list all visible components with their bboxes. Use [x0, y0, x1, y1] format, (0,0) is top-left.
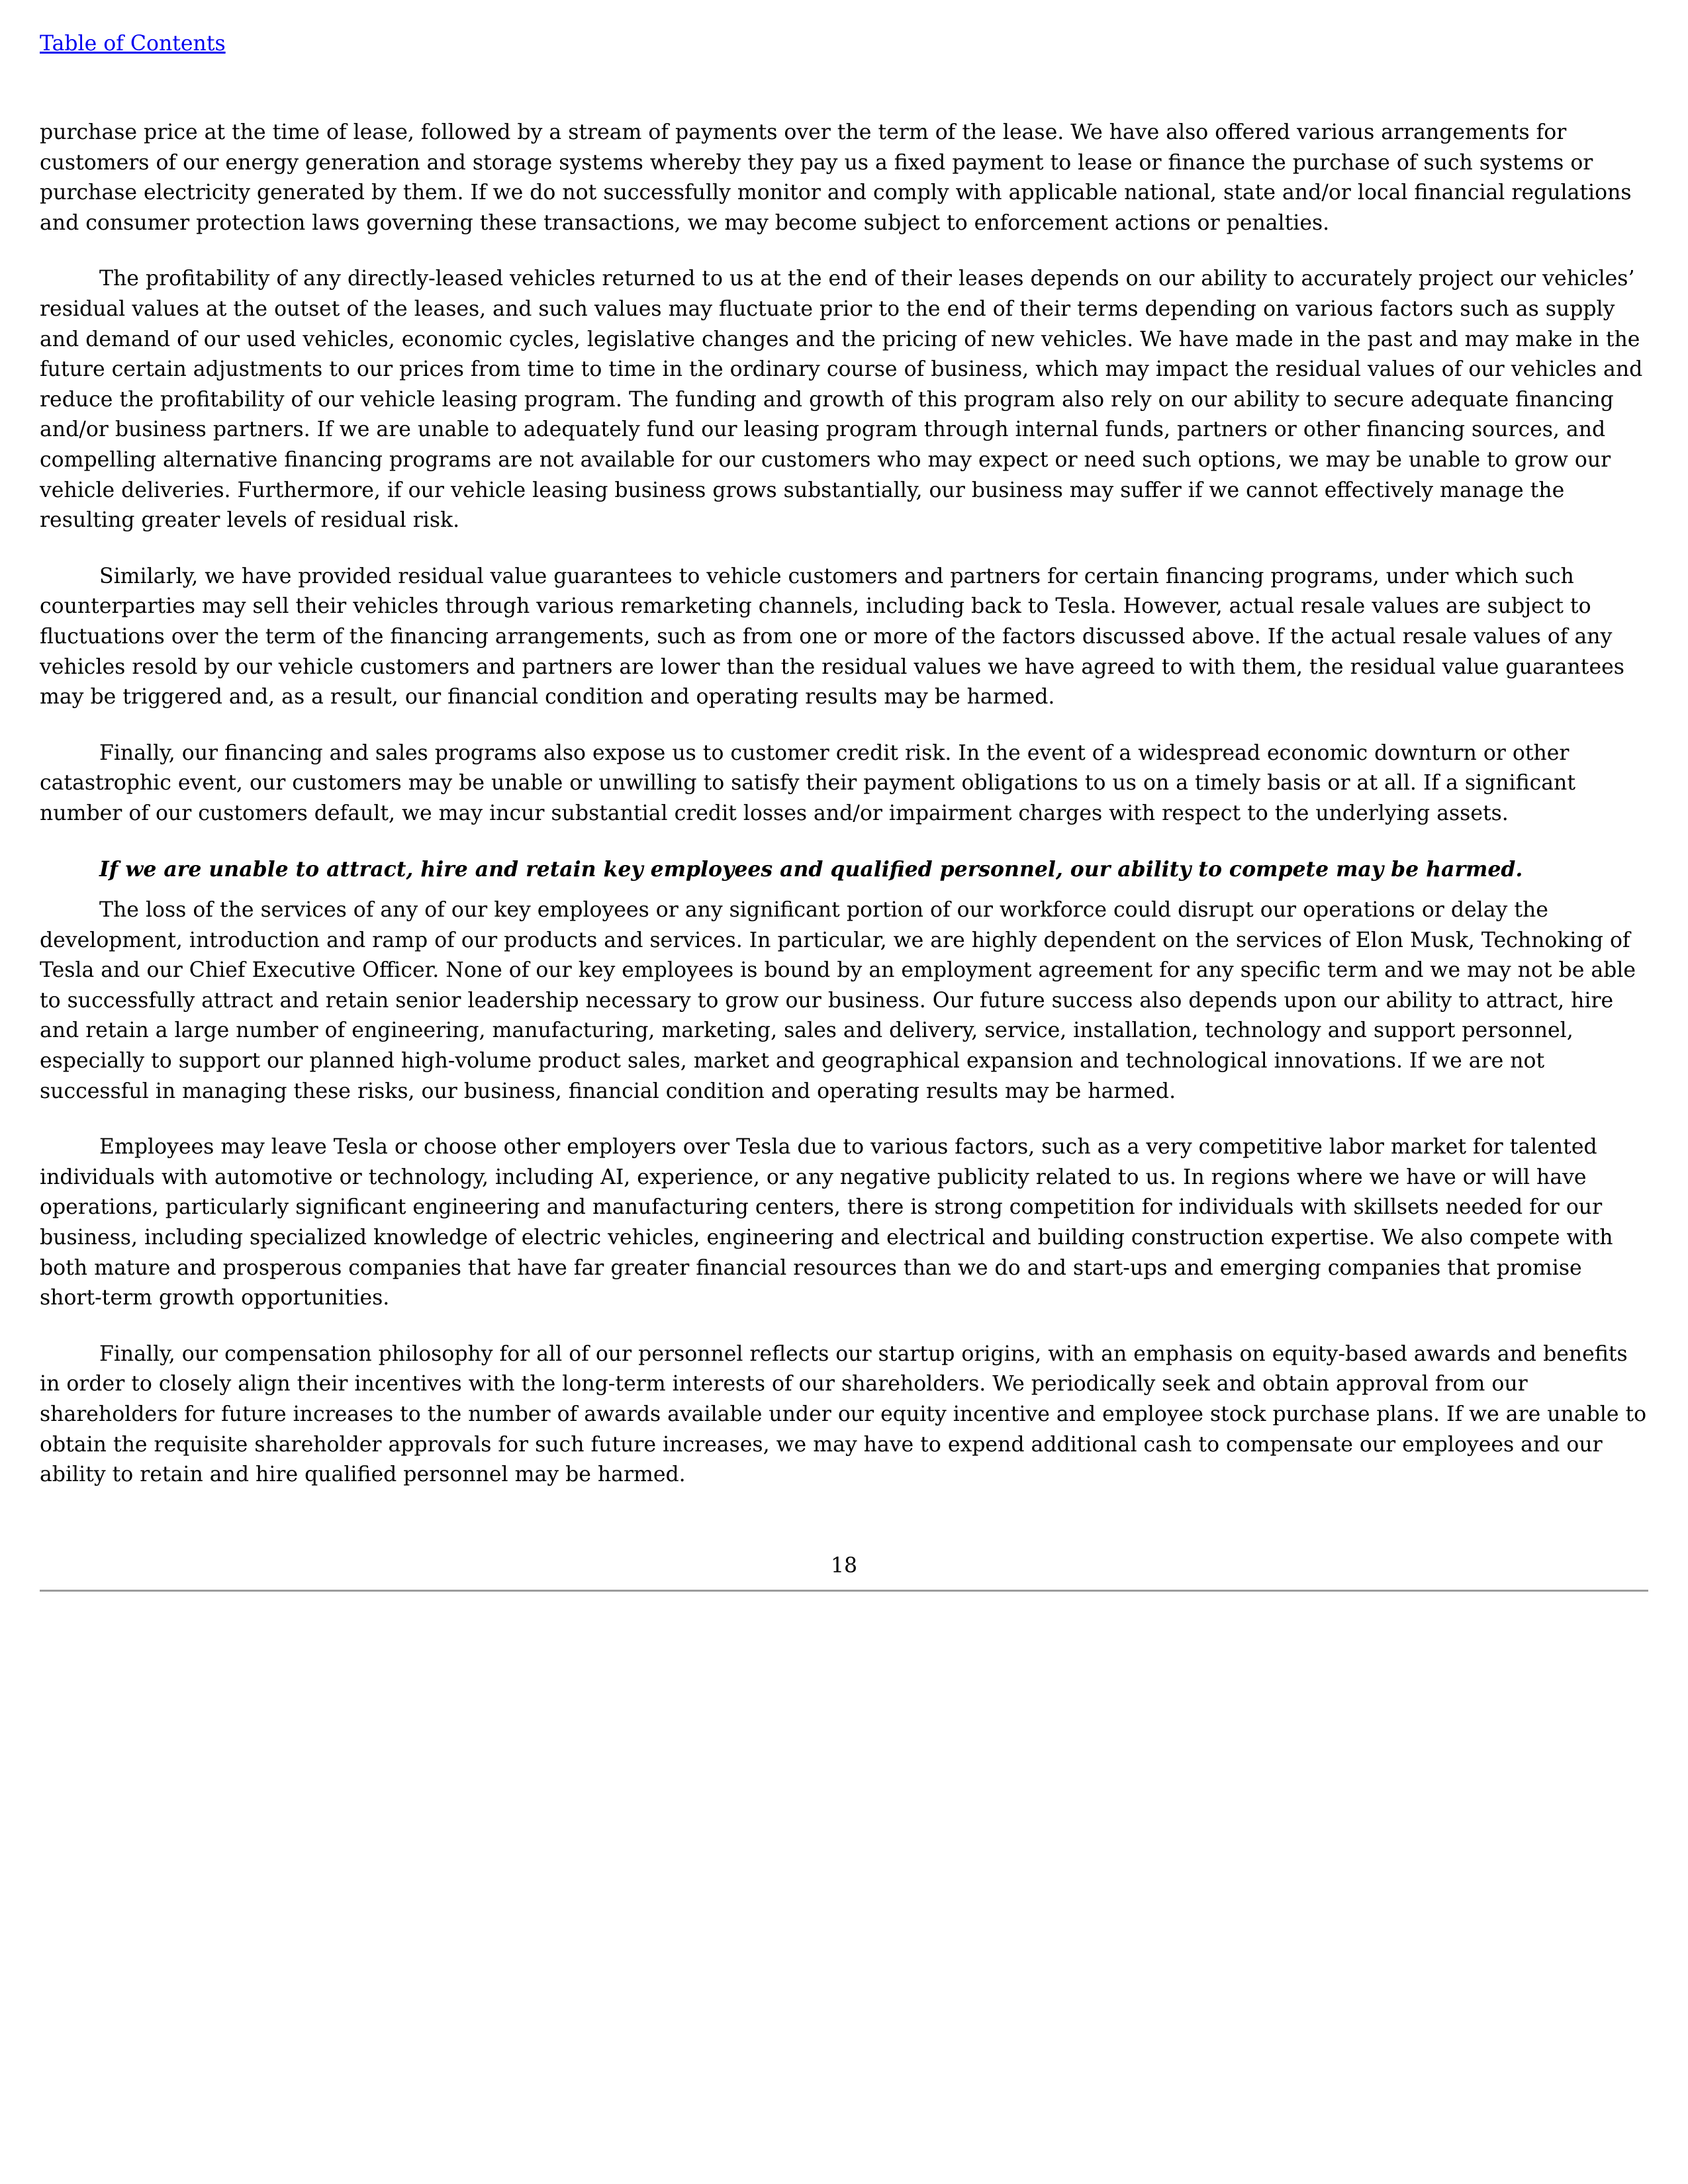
page-number: 18	[830, 1554, 858, 1578]
footer-divider	[40, 1590, 1648, 1592]
paragraph-key-employees: The loss of the services of any of our key employees or any significant portion of our workforce could disrupt our operations or delay the development, introduction and ramp of our products and services. In particular, we are highly dependent on the services of Elon Musk, Technoking of Tesla and our Chief Executive Officer. None of our key employees is bound by an employment agreement for any specific term and we may not be able to successfully attract and retain senior leadership necessary to grow our business. Our future success also depends upon our ability to attract, hire and retain a large number of engineering, manufacturing, marketing, sales and delivery, service, installation, technology and support personnel, especially to support our planned high-volume product sales, market and geographical expansion and technological innovations. If we are not successful in managing these risks, our business, financial condition and operating results may be harmed.	[40, 898, 1636, 1103]
paragraph-employee-competition: Employees may leave Tesla or choose other employers over Tesla due to various factors, such as a very competitive labor market for talented individuals with automotive or technology, including AI, experience, or any negative publicity related to us. In regions where we have or will have operations, particularly significant engineering and manufacturing centers, there is strong competition for individuals with skillsets needed for our business, including specialized knowledge of electric vehicles, engineering and electrical and building construction expertise. We also compete with both mature and prosperous companies that have far greater financial resources than we do and start-ups and emerging companies that promise short-term growth opportunities.	[40, 1135, 1613, 1310]
paragraph-compensation: Finally, our compensation philosophy for all of our personnel reflects our startup origins, with an emphasis on equity-based awards and benefits in order to closely align their incentives with the long-term interests of our shareholders. We periodically seek and obtain approval from our shareholders for future increases to the number of awards available under our equity incentive and employee stock purchase plans. If we are unable to obtain the requisite shareholder approvals for such future increases, we may have to expend additional cash to compensate our employees and our ability to retain and hire qualified personnel may be harmed.	[40, 1342, 1647, 1487]
table-of-contents-link[interactable]: Table of Contents	[40, 32, 226, 56]
paragraph-credit-risk: Finally, our financing and sales programs also expose us to customer credit risk. In the event of a widespread economic downturn or other catastrophic event, our customers may be unable or unwilling to satisfy their payment obligations to us on a timely basis or at all. If a significant number of our customers default, we may incur substantial credit losses and/or impairment charges with respect to the underlying assets.	[40, 741, 1576, 825]
paragraph-residual-guarantees: Similarly, we have provided residual value guarantees to vehicle customers and partners for certain financing programs, under which such counterparties may sell their vehicles through various remarketing channels, including back to Tesla. However, actual resale values are subject to fluctuations over the term of the financing arrangements, such as from one or more of the factors discussed above. If the actual resale values of any vehicles resold by our vehicle customers and partners are lower than the residual values we have agreed to with them, the residual value guarantees may be triggered and, as a result, our financial condition and operating results may be harmed.	[40, 564, 1624, 709]
paragraph-residual-values: The profitability of any directly-leased vehicles returned to us at the end of their leases depends on our ability to accurately project our vehicles’ residual values at the outset of the leases, and such values may fluctuate prior to the end of their terms depending on various factors such as supply and demand of our used vehicles, economic cycles, legislative changes and the pricing of new vehicles. We have made in the past and may make in the future certain adjustments to our prices from time to time in the ordinary course of business, which may impact the residual values of our vehicles and reduce the profitability of our vehicle leasing program. The funding and growth of this program also rely on our ability to secure adequate financing and/or business partners. If we are unable to adequately fund our leasing program through internal funds, partners or other financing sources, and compelling alternative financing programs are not available for our customers who may expect or need such options, we may be unable to grow our vehicle deliveries. Furthermore, if our vehicle leasing business grows substantially, our business may suffer if we cannot effectively manage the resulting greater levels of residual risk.	[40, 267, 1643, 533]
document-body	[40, 118, 1648, 1516]
paragraph-lease-arrangements: purchase price at the time of lease, followed by a stream of payments over the term of the lease. We have also offered various arrangements for customers of our energy generation and storage systems whereby they pay us a fixed payment to lease or finance the purchase of such systems or purchase electricity generated by them. If we do not successfully monitor and comply with applicable national, state and/or local financial regulations and consumer protection laws governing these transactions, we may become subject to enforcement actions or penalties.	[40, 120, 1632, 235]
section-heading-key-employees: If we are unable to attract, hire and retain key employees and qualified personnel, our ability to compete may be harmed.	[99, 857, 1523, 882]
